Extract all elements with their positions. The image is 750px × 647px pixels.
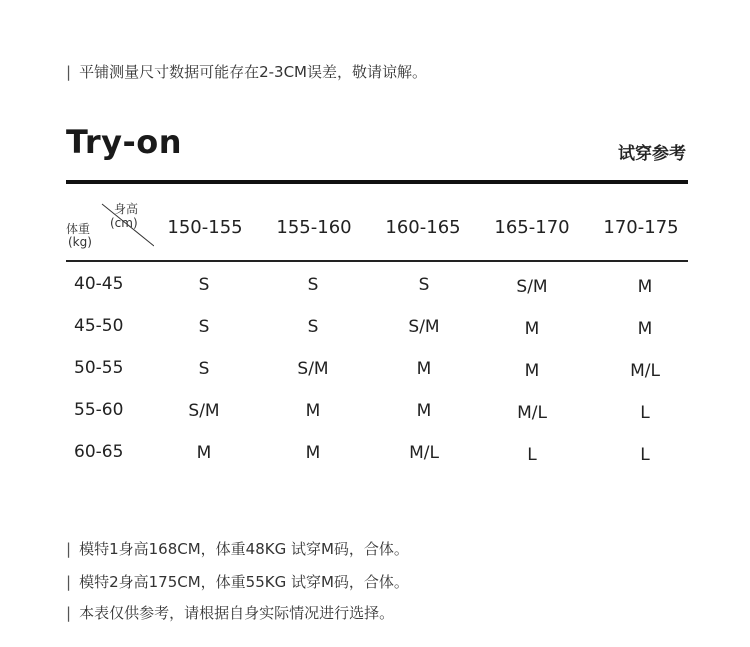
size-cell: M/L (517, 403, 547, 423)
size-cell: S (307, 317, 319, 337)
header-divider (66, 180, 688, 184)
size-cell: M/L (409, 443, 439, 463)
column-header: 170-175 (603, 217, 679, 238)
row-header-weight: 60-65 (74, 442, 124, 462)
size-cell: S (198, 359, 210, 379)
column-header: 165-170 (494, 217, 570, 238)
measurement-note (66, 61, 427, 82)
model-1-note-text: 模特1身高168CM，体重48KG 试穿M码，合体。 (79, 540, 409, 558)
size-cell: M (305, 401, 321, 421)
size-cell: M (305, 443, 321, 463)
note-bar: | (66, 573, 72, 591)
table-header-divider (66, 260, 688, 262)
row-header-weight: 55-60 (74, 400, 124, 420)
size-cell: L (527, 445, 537, 465)
disclaimer-note-text: 本表仅供参考，请根据自身实际情况进行选择。 (79, 604, 395, 622)
size-cell: M (524, 361, 540, 381)
model-2-note-text: 模特2身高175CM，体重55KG 试穿M码，合体。 (79, 573, 409, 591)
weight-unit: (kg) (68, 235, 92, 249)
size-cell: S (307, 275, 319, 295)
size-cell: S/M (188, 401, 220, 421)
note-bar: | (66, 63, 72, 81)
size-cell: L (640, 445, 650, 465)
size-cell: S (198, 317, 210, 337)
size-cell: S (198, 275, 210, 295)
weight-label: 体重 (66, 222, 91, 236)
size-cell: M (524, 319, 540, 339)
size-cell: M/L (630, 361, 660, 381)
row-header-weight: 45-50 (74, 316, 124, 336)
note-bar: | (66, 540, 72, 558)
size-cell: M (637, 277, 653, 297)
column-header: 160-165 (385, 217, 461, 238)
row-header-weight: 40-45 (74, 274, 124, 294)
size-cell: M (416, 359, 432, 379)
height-label: 身高 (114, 202, 139, 216)
row-header-weight: 50-55 (74, 358, 124, 378)
size-cell: S/M (408, 317, 440, 337)
model-2-note (66, 571, 409, 592)
column-header: 155-160 (276, 217, 352, 238)
size-cell: M (196, 443, 212, 463)
size-cell: S (418, 275, 430, 295)
measurement-note-text: 平铺测量尺寸数据可能存在2-3CM误差，敬请谅解。 (79, 63, 427, 81)
table-corner-header (66, 198, 154, 256)
disclaimer-note (66, 602, 394, 623)
size-cell: M (416, 401, 432, 421)
size-cell: M (637, 319, 653, 339)
size-cell: S/M (297, 359, 329, 379)
note-bar: | (66, 604, 72, 622)
page-subtitle: 试穿参考 (618, 144, 686, 164)
size-cell: S/M (516, 277, 548, 297)
page-title: Try-on (66, 123, 182, 161)
column-header: 150-155 (167, 217, 243, 238)
size-cell: L (640, 403, 650, 423)
model-1-note (66, 538, 409, 559)
height-unit: (cm) (110, 216, 138, 230)
